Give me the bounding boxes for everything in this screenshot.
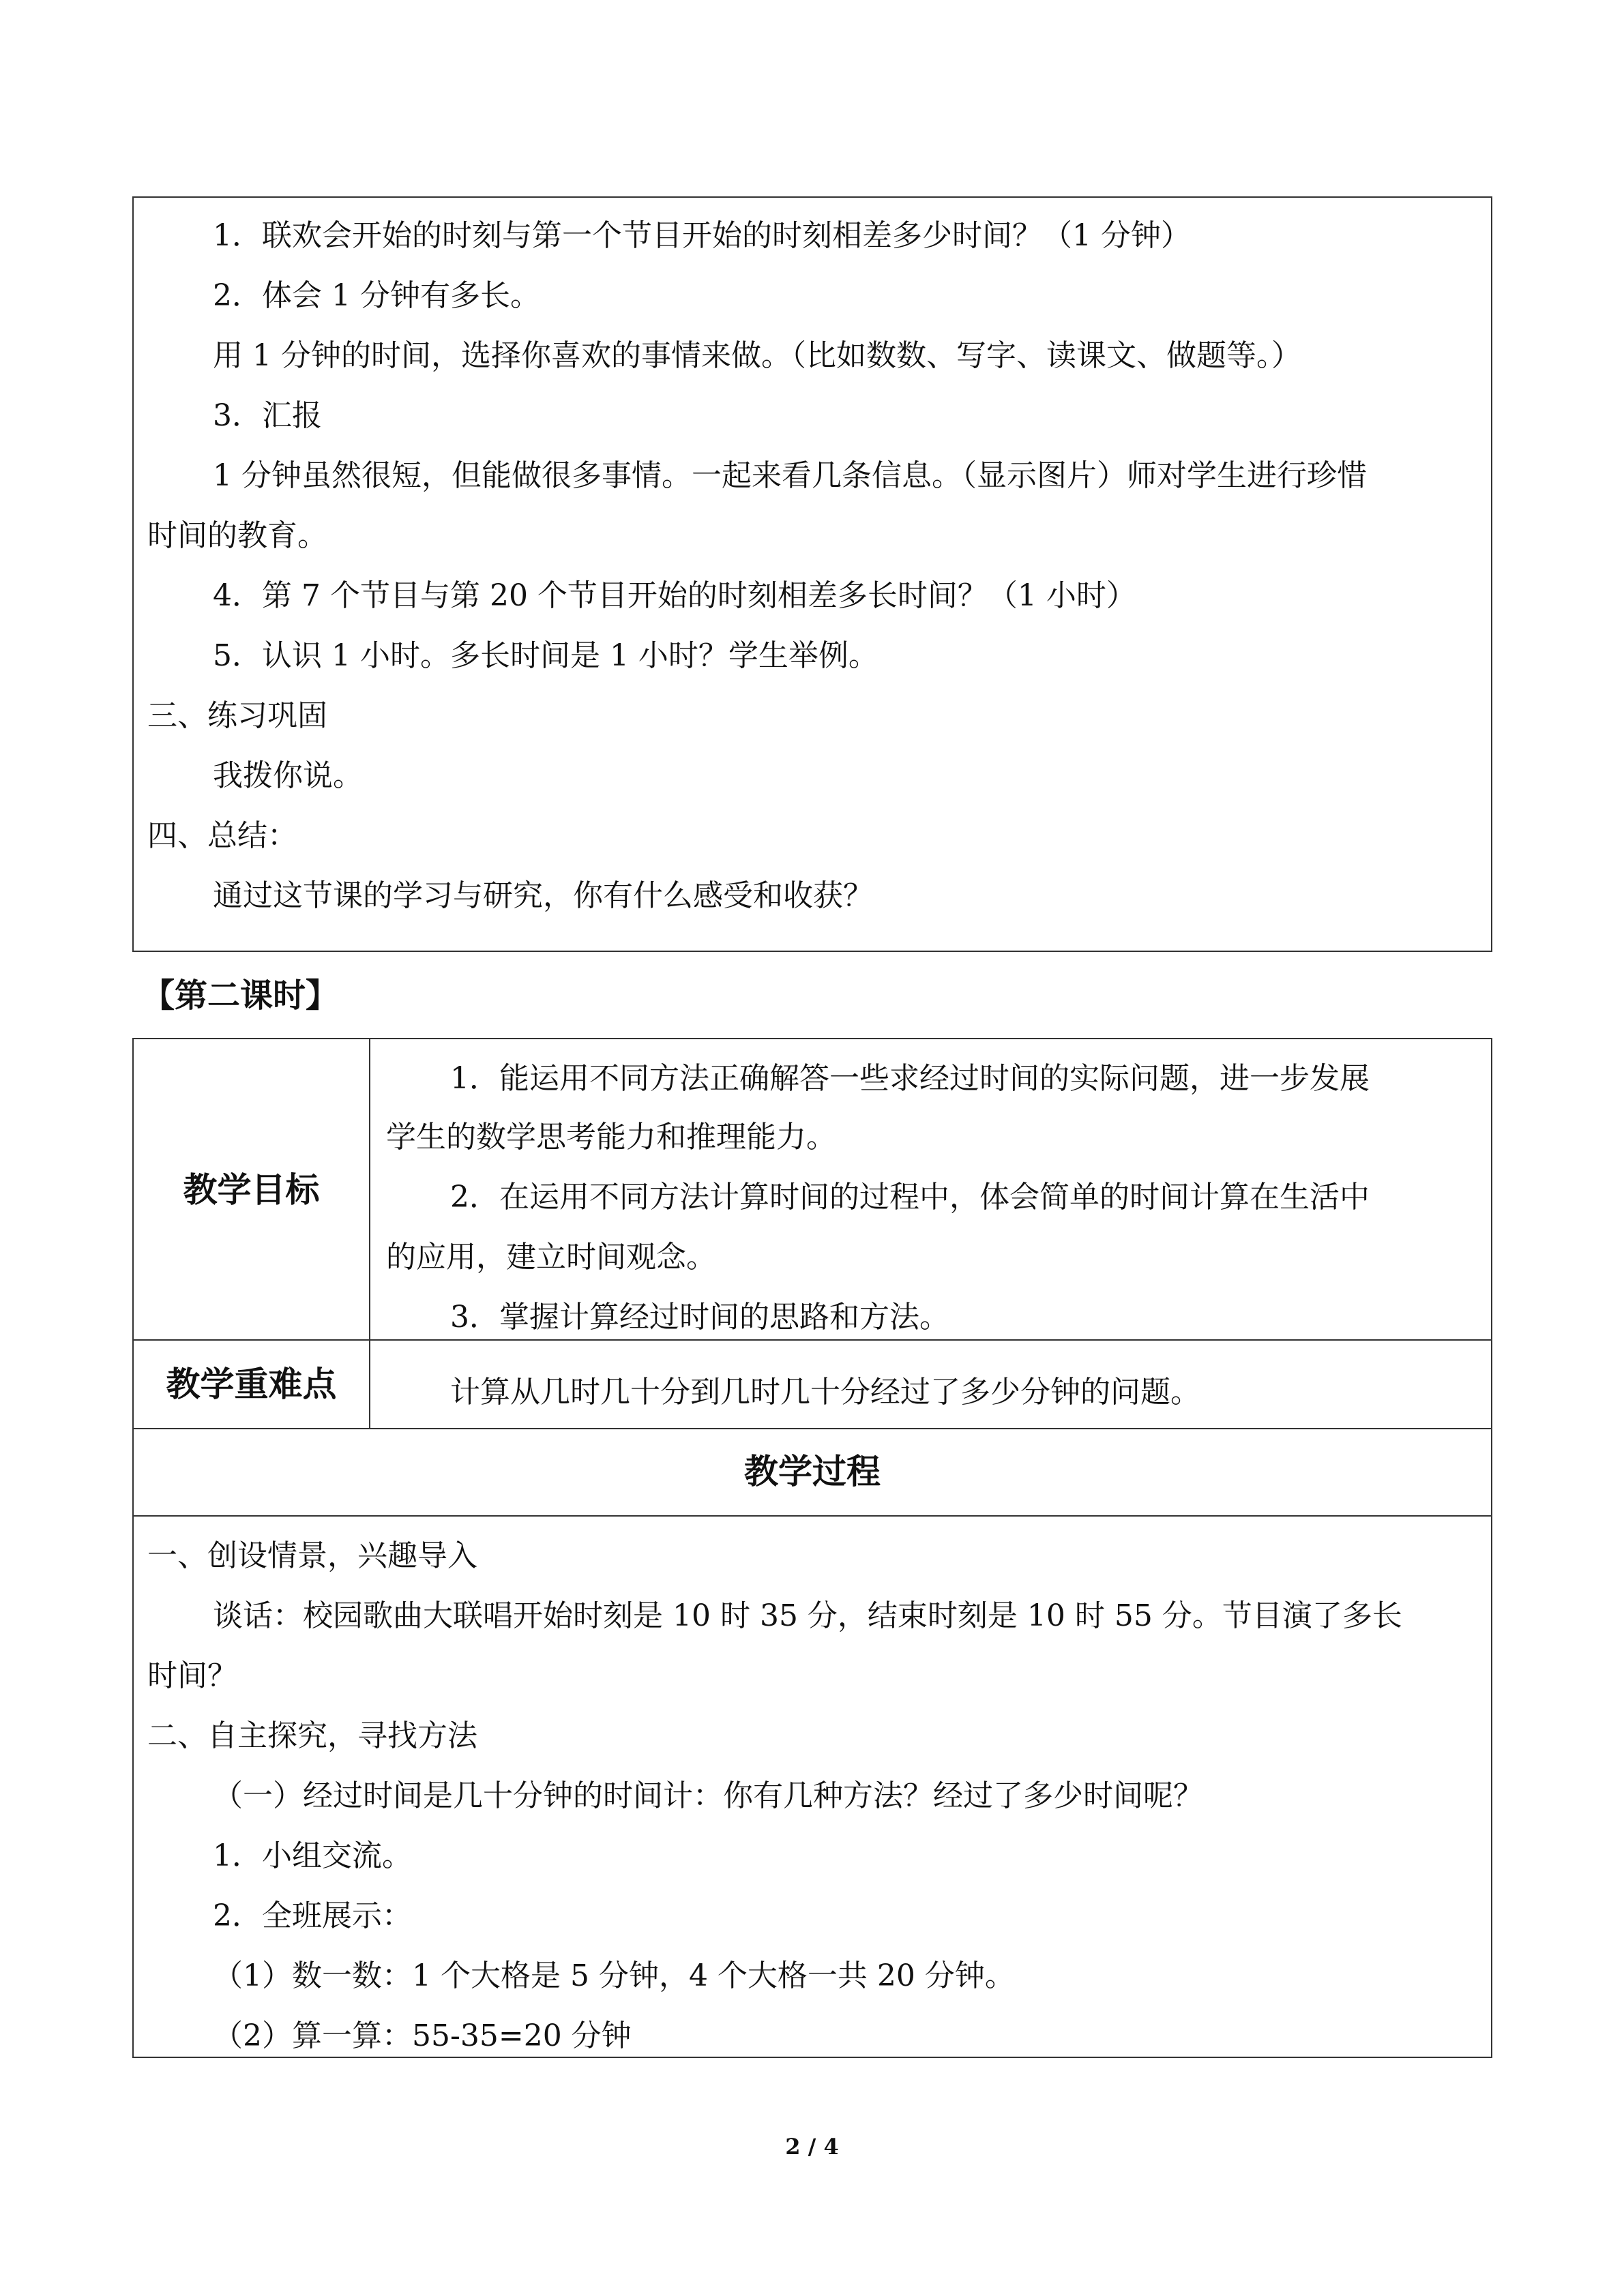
continued-line-11: 四、总结：	[147, 818, 297, 853]
objective-line-5: 3．掌握计算经过时间的思路和方法。	[450, 1300, 949, 1335]
key-points-label: 教学重难点	[166, 1365, 337, 1404]
page-indicator: 2 / 4	[785, 2134, 839, 2160]
row-divider-process-title	[132, 1515, 1492, 1517]
process-line-3: 时间？	[147, 1658, 237, 1693]
process-line-4: 二、自主探究，寻找方法	[147, 1718, 477, 1753]
continued-line-6: 时间的教育。	[147, 518, 327, 553]
process-line-6: 1．小组交流。	[213, 1838, 412, 1873]
continued-line-1: 1．联欢会开始的时刻与第一个节目开始的时刻相差多少时间？（1 分钟）	[213, 218, 1191, 253]
key-points-text: 计算从几时几十分到几时几十分经过了多少分钟的问题。	[450, 1375, 1200, 1410]
continued-line-3: 用 1 分钟的时间，选择你喜欢的事情来做。（比如数数、写字、读课文、做题等。）	[213, 338, 1301, 373]
row-divider-keypoints	[132, 1428, 1492, 1429]
process-line-9: （2）算一算：55-35=20 分钟	[213, 2018, 632, 2053]
continued-line-2: 2．体会 1 分钟有多长。	[213, 278, 540, 313]
continued-line-9: 三、练习巩固	[147, 698, 327, 733]
objective-line-4: 的应用，建立时间观念。	[386, 1240, 716, 1274]
objective-line-3: 2．在运用不同方法计算时间的过程中，体会简单的时间计算在生活中	[450, 1180, 1370, 1214]
continued-line-12: 通过这节课的学习与研究，你有什么感受和收获？	[213, 878, 873, 913]
process-line-5: （一）经过时间是几十分钟的时间计：你有几种方法？经过了多少时间呢？	[213, 1778, 1203, 1813]
objectives-label: 教学目标	[183, 1170, 320, 1210]
process-line-8: （1）数一数：1 个大格是 5 分钟，4 个大格一共 20 分钟。	[213, 1958, 1015, 1993]
objective-line-2: 学生的数学思考能力和推理能力。	[386, 1120, 836, 1154]
process-line-7: 2．全班展示：	[213, 1898, 412, 1933]
process-title: 教学过程	[744, 1452, 881, 1491]
label-column-divider	[369, 1038, 370, 1428]
row-divider-objectives	[132, 1339, 1492, 1341]
process-line-1: 一、创设情景，兴趣导入	[147, 1538, 477, 1573]
objective-line-1: 1．能运用不同方法正确解答一些求经过时间的实际问题，进一步发展	[450, 1061, 1370, 1096]
continued-line-7: 4．第 7 个节目与第 20 个节目开始的时刻相差多长时间？（1 小时）	[213, 578, 1136, 613]
process-line-2: 谈话：校园歌曲大联唱开始时刻是 10 时 35 分，结束时刻是 10 时 55 分。节目演了多长	[213, 1598, 1402, 1633]
continued-line-10: 我拨你说。	[213, 758, 363, 793]
section-title: 【第二课时】	[142, 976, 339, 1015]
continued-line-8: 5．认识 1 小时。多长时间是 1 小时？学生举例。	[213, 638, 879, 673]
continued-line-5: 1 分钟虽然很短，但能做很多事情。一起来看几条信息。（显示图片）师对学生进行珍惜	[213, 458, 1367, 493]
continued-line-4: 3．汇报	[213, 398, 322, 433]
